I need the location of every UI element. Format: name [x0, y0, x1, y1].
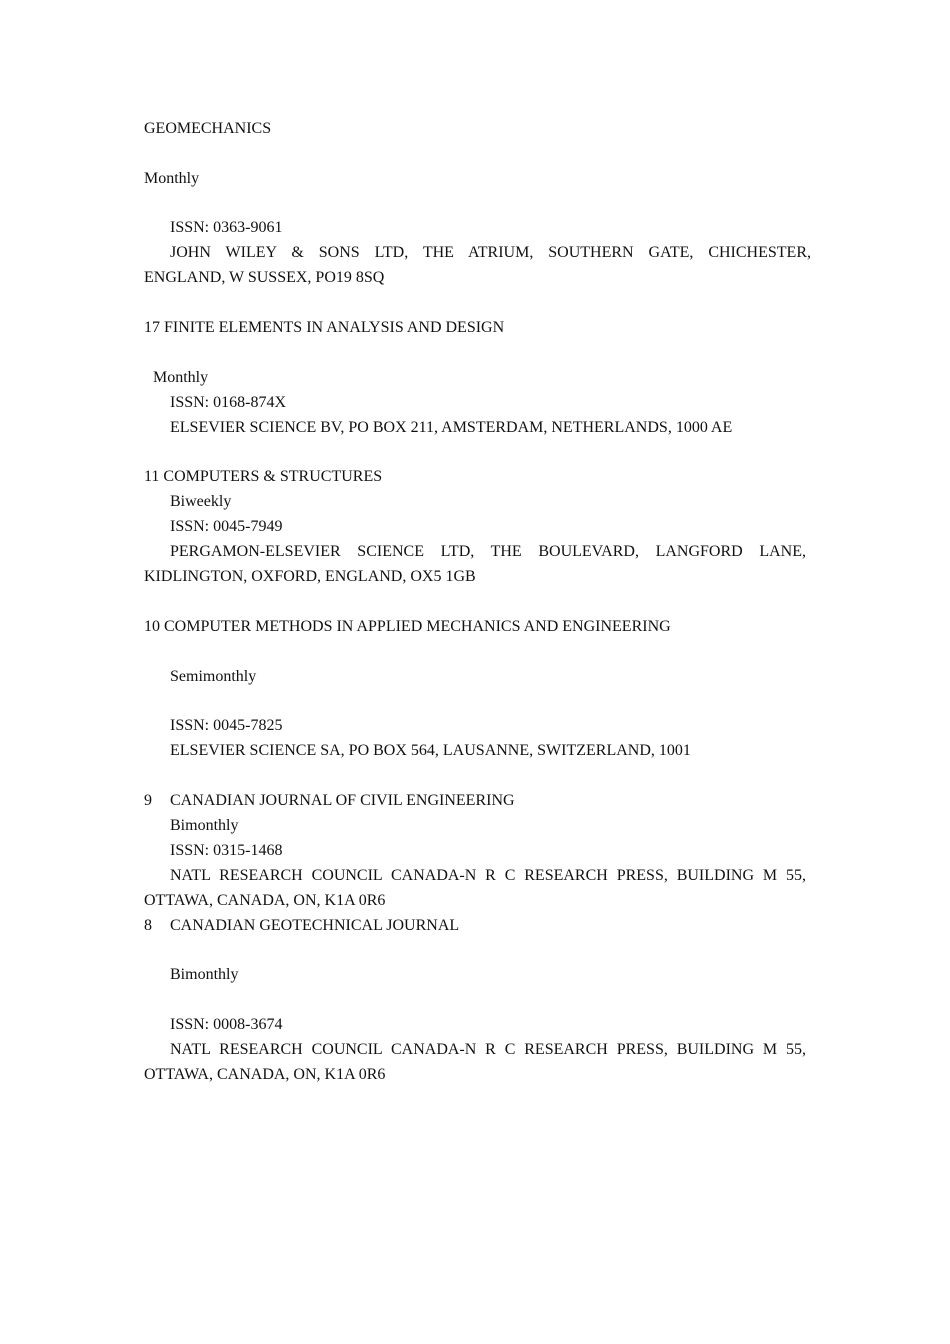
journal-publisher-line1: ELSEVIER SCIENCE BV, PO BOX 211, AMSTERDAM, NETHERLANDS, 1000 AE: [170, 419, 733, 436]
journal-frequency: Biweekly: [170, 493, 232, 510]
journal-publisher-line2: OTTAWA, CANADA, ON, K1A 0R6: [144, 892, 386, 909]
journal-frequency: Semimonthly: [170, 668, 257, 685]
journal-title: CANADIAN GEOTECHNICAL JOURNAL: [170, 917, 460, 934]
journal-frequency: Monthly: [144, 170, 200, 187]
journal-issn: ISSN: 0363-9061: [170, 219, 283, 236]
journal-publisher-line1: NATL RESEARCH COUNCIL CANADA-N R C RESEARCH PRESS, BUILDING M 55,: [170, 867, 806, 884]
journal-title: 17 FINITE ELEMENTS IN ANALYSIS AND DESIGN: [144, 319, 505, 336]
journal-issn: ISSN: 0045-7949: [170, 518, 283, 535]
journal-issn: ISSN: 0045-7825: [170, 717, 283, 734]
journal-title: 10 COMPUTER METHODS IN APPLIED MECHANICS AND ENGINEERING: [144, 618, 671, 635]
journal-publisher-line2: ENGLAND, W SUSSEX, PO19 8SQ: [144, 269, 385, 286]
journal-frequency: Bimonthly: [170, 817, 239, 834]
journal-issn: ISSN: 0008-3674: [170, 1016, 283, 1033]
journal-title: CANADIAN JOURNAL OF CIVIL ENGINEERING: [170, 792, 515, 809]
journal-publisher-line2: OTTAWA, CANADA, ON, K1A 0R6: [144, 1066, 386, 1083]
journal-rank: 9: [144, 792, 152, 809]
journal-title: GEOMECHANICS: [144, 120, 272, 137]
journal-publisher-line1: NATL RESEARCH COUNCIL CANADA-N R C RESEARCH PRESS, BUILDING M 55,: [170, 1041, 806, 1058]
journal-rank: 8: [144, 917, 152, 934]
journal-issn: ISSN: 0168-874X: [170, 394, 287, 411]
journal-publisher-line1: PERGAMON-ELSEVIER SCIENCE LTD, THE BOULEVARD, LANGFORD LANE,: [170, 543, 806, 560]
journal-title: 11 COMPUTERS & STRUCTURES: [144, 468, 383, 485]
journal-publisher-line2: KIDLINGTON, OXFORD, ENGLAND, OX5 1GB: [144, 568, 476, 585]
journal-publisher-line1: JOHN WILEY & SONS LTD, THE ATRIUM, SOUTHERN GATE, CHICHESTER,: [170, 244, 811, 261]
journal-publisher-line1: ELSEVIER SCIENCE SA, PO BOX 564, LAUSANNE, SWITZERLAND, 1001: [170, 742, 691, 759]
journal-frequency: Monthly: [153, 369, 209, 386]
journal-frequency: Bimonthly: [170, 966, 239, 983]
journal-issn: ISSN: 0315-1468: [170, 842, 283, 859]
